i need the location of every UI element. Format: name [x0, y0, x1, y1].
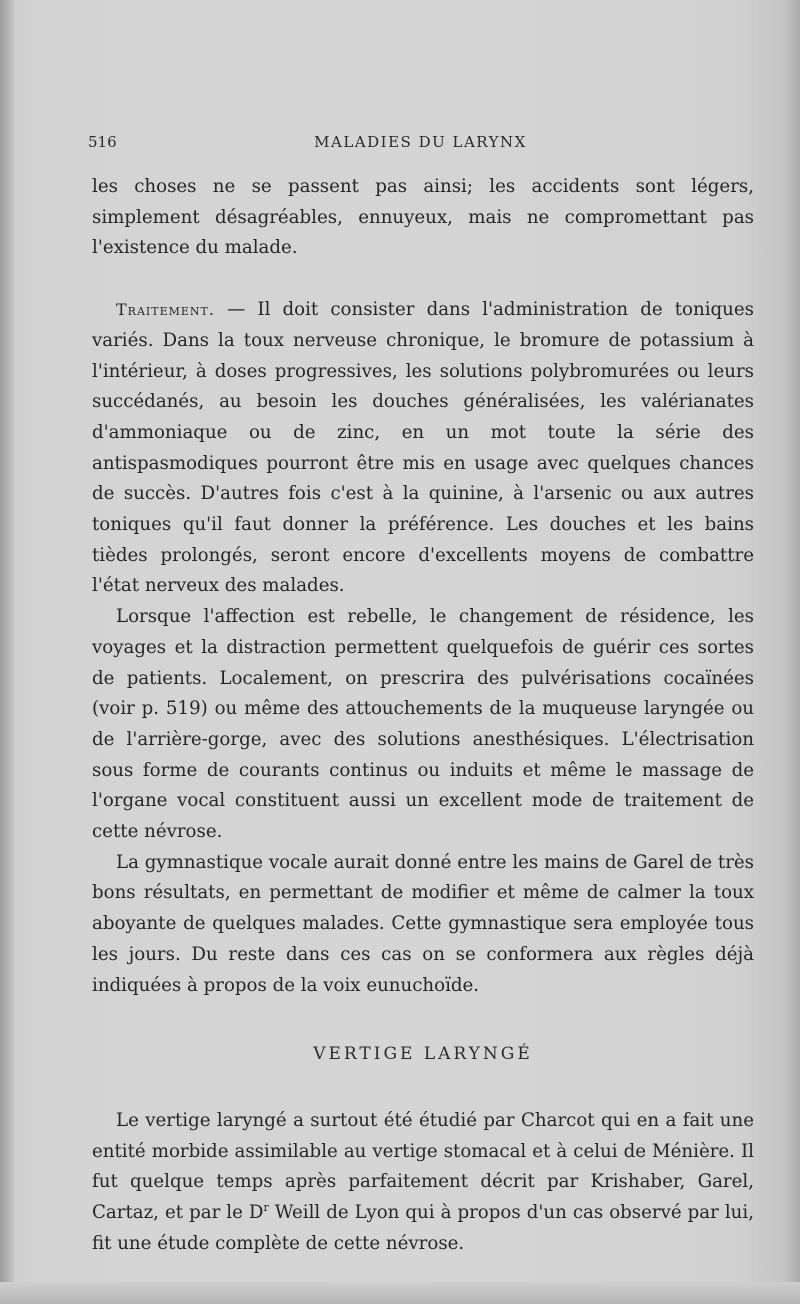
section-text	[92, 1106, 754, 1260]
traitement-label: Traitement.	[116, 300, 215, 320]
paragraph-vertige	[92, 1106, 754, 1260]
paragraph-rebelle: Lorsque l'affection est rebelle, le changement de résidence, les voyages et la distraction permettent quelquefois de guérir ces sortes de patients. Localement, on prescrira des pulvérisations cocaïnées (voir p. 519) ou même des attouchements de la muqueuse laryngée ou de l'arrière-gorge, avec des solutions anesthésiques. L'électrisation sous forme de courants continus ou induits et même le massage de l'organe vocal constituent aussi un excellent mode de traitement de cette névrose.	[92, 606, 754, 843]
running-head	[88, 133, 753, 157]
main-text	[92, 172, 754, 1001]
doctor-superscript: r	[263, 1201, 269, 1215]
paragraph-gymnastique: La gymnastique vocale aurait donné entre les mains de Garel de très bons résultats, en permettant de modifier et même de calmer la toux aboyante de quelques malades. Cette gymnastique sera employée tous les jours. Du reste dans ces cas on se conformera aux règles déjà indiquées à propos de la voix eunuchoïde.	[92, 851, 754, 996]
page-number: 516	[88, 133, 117, 151]
paragraph-traitement	[92, 295, 754, 602]
section-heading: VERTIGE LARYNGÉ	[313, 1044, 533, 1064]
running-title: MALADIES DU LARYNX	[314, 133, 527, 151]
traitement-text: — Il doit consister dans l'administration de toniques variés. Dans la toux nerveuse chronique, le bromure de potassium à l'intérieur, à doses progressives, les solutions polybromurées ou leurs succédanés, au besoin les douches généralisées, les valérianates d'ammoniaque ou de zinc, en un mot toute la série des antispasmodiques pourront être mis en usage avec quelques chances de succès. D'autres fois c'est à la quinine, à l'arsenic ou aux autres toniques qu'il faut donner la préférence. Les douches et les bains tièdes prolongés, seront encore d'excellents moyens de combattre l'état nerveux des malades.	[92, 299, 754, 597]
page-left-edge	[0, 0, 14, 1304]
paragraph-gap	[92, 264, 754, 295]
page-bottom-edge	[0, 1282, 800, 1304]
paragraph-continuation: les choses ne se passent pas ainsi; les accidents sont légers, simplement désagréables, ennuyeux, mais ne compromettant pas l'existence du malade.	[92, 176, 754, 259]
vertige-text-before: Le vertige laryngé a surtout été étudié par Charcot qui en a fait une entité morbide assimilable au vertige stomacal et à celui de Ménière. Il fut quelque temps après parfaitement décrit par Krishaber, Garel, Cartaz, et par le D	[92, 1110, 754, 1224]
vertige-text-after: Weill de Lyon qui à propos d'un cas observé par lui, fit une étude complète de cette névrose.	[92, 1202, 754, 1254]
